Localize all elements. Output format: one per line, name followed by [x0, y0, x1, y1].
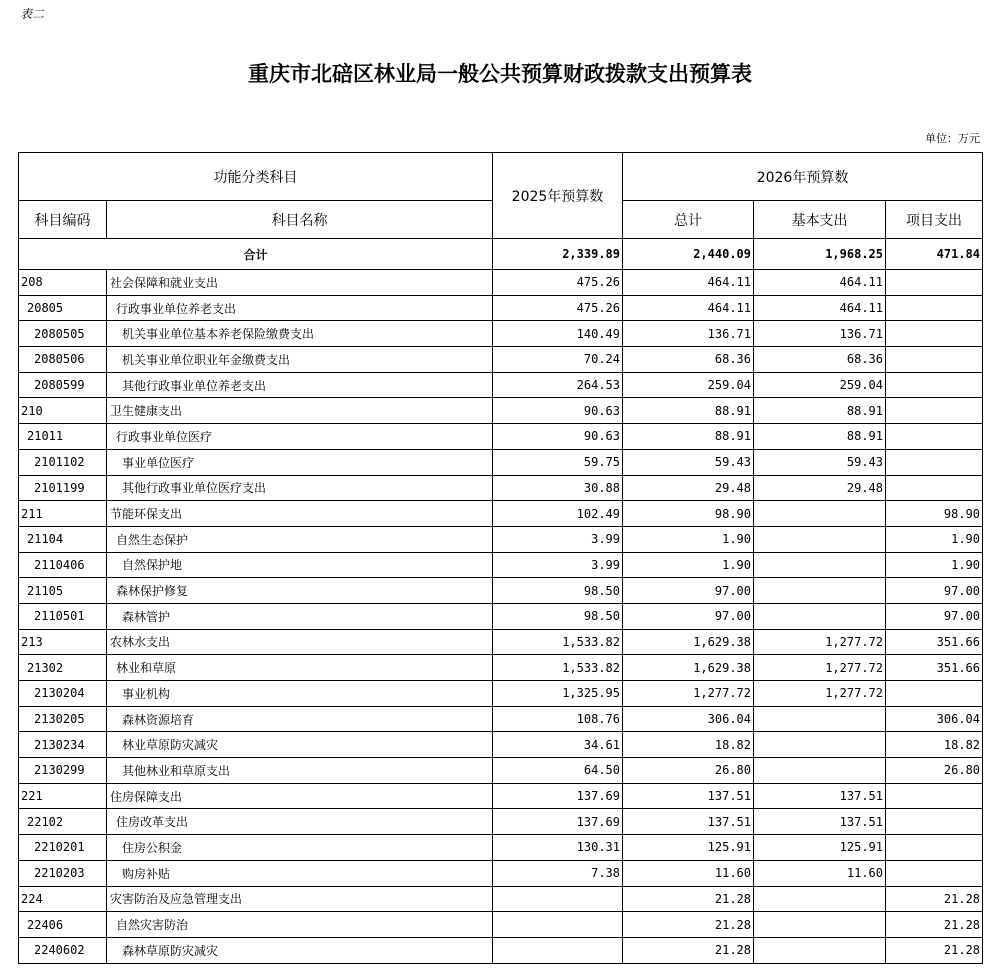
cell-total: 29.48 [623, 475, 754, 501]
cell-total: 125.91 [623, 835, 754, 861]
cell-name: 事业机构 [107, 681, 493, 707]
table-row [19, 835, 983, 861]
cell-total: 259.04 [623, 372, 754, 398]
cell-total: 306.04 [623, 706, 754, 732]
cell-name: 社会保障和就业支出 [107, 270, 493, 296]
cell-project [886, 398, 983, 424]
cell-project: 351.66 [886, 655, 983, 681]
cell-budget-2025: 70.24 [493, 347, 623, 373]
cell-budget-2025: 90.63 [493, 398, 623, 424]
cell-project [886, 783, 983, 809]
cell-total: 68.36 [623, 347, 754, 373]
cell-basic: 259.04 [754, 372, 886, 398]
cell-budget-2025: 137.69 [493, 809, 623, 835]
cell-basic: 464.11 [754, 295, 886, 321]
cell-code: 21104 [19, 526, 107, 552]
header-basic: 基本支出 [754, 201, 886, 239]
cell-total: 21.28 [623, 886, 754, 912]
cell-budget-2025 [493, 912, 623, 938]
cell-name: 自然保护地 [107, 552, 493, 578]
cell-project: 1.90 [886, 552, 983, 578]
cell-basic [754, 706, 886, 732]
cell-project: 21.28 [886, 886, 983, 912]
cell-budget-2025: 130.31 [493, 835, 623, 861]
cell-project: 21.28 [886, 937, 983, 963]
header-code: 科目编码 [19, 201, 107, 239]
cell-name: 森林资源培育 [107, 706, 493, 732]
header-budget-2025: 2025年预算数 [493, 153, 623, 239]
cell-code: 20805 [19, 295, 107, 321]
table-number: 表二 [20, 7, 45, 21]
table-row [19, 552, 983, 578]
cell-basic [754, 937, 886, 963]
cell-code: 208 [19, 270, 107, 296]
table-row [19, 321, 983, 347]
table-row [19, 295, 983, 321]
cell-budget-2025: 264.53 [493, 372, 623, 398]
table-row [19, 809, 983, 835]
cell-name: 森林草原防灾减灾 [107, 937, 493, 963]
cell-budget-2025: 7.38 [493, 860, 623, 886]
cell-budget-2025 [493, 886, 623, 912]
cell-code: 2101102 [19, 449, 107, 475]
cell-name: 机关事业单位职业年金缴费支出 [107, 347, 493, 373]
cell-total: 21.28 [623, 912, 754, 938]
cell-code: 2130299 [19, 758, 107, 784]
cell-basic [754, 912, 886, 938]
cell-total: 88.91 [623, 398, 754, 424]
cell-budget-2025: 90.63 [493, 424, 623, 450]
total-total: 2,440.09 [623, 239, 754, 270]
cell-basic: 59.43 [754, 449, 886, 475]
cell-basic: 125.91 [754, 835, 886, 861]
cell-budget-2025: 475.26 [493, 295, 623, 321]
cell-code: 21105 [19, 578, 107, 604]
cell-name: 行政事业单位养老支出 [107, 295, 493, 321]
table-row [19, 706, 983, 732]
cell-basic [754, 578, 886, 604]
cell-basic [754, 758, 886, 784]
table-row [19, 732, 983, 758]
cell-basic [754, 886, 886, 912]
header-total: 总计 [623, 201, 754, 239]
cell-project: 98.90 [886, 501, 983, 527]
cell-project [886, 681, 983, 707]
cell-name: 事业单位医疗 [107, 449, 493, 475]
header-budget-2026: 2026年预算数 [623, 153, 983, 201]
cell-budget-2025: 1,325.95 [493, 681, 623, 707]
cell-project [886, 372, 983, 398]
cell-budget-2025: 1,533.82 [493, 629, 623, 655]
cell-budget-2025: 1,533.82 [493, 655, 623, 681]
cell-total: 137.51 [623, 783, 754, 809]
cell-basic: 68.36 [754, 347, 886, 373]
cell-project [886, 424, 983, 450]
cell-basic: 88.91 [754, 398, 886, 424]
cell-project [886, 835, 983, 861]
cell-budget-2025: 108.76 [493, 706, 623, 732]
cell-budget-2025: 98.50 [493, 603, 623, 629]
table-row [19, 629, 983, 655]
table-row [19, 758, 983, 784]
table-row [19, 578, 983, 604]
cell-project [886, 270, 983, 296]
table-row [19, 603, 983, 629]
cell-name: 行政事业单位医疗 [107, 424, 493, 450]
cell-project: 18.82 [886, 732, 983, 758]
cell-total: 136.71 [623, 321, 754, 347]
cell-budget-2025: 102.49 [493, 501, 623, 527]
cell-project [886, 809, 983, 835]
cell-basic: 88.91 [754, 424, 886, 450]
cell-code: 2210203 [19, 860, 107, 886]
cell-name: 节能环保支出 [107, 501, 493, 527]
cell-basic [754, 732, 886, 758]
cell-code: 224 [19, 886, 107, 912]
cell-total: 88.91 [623, 424, 754, 450]
cell-code: 2080506 [19, 347, 107, 373]
cell-budget-2025 [493, 937, 623, 963]
cell-total: 1,629.38 [623, 655, 754, 681]
cell-name: 住房公积金 [107, 835, 493, 861]
cell-basic: 1,277.72 [754, 655, 886, 681]
cell-basic: 1,277.72 [754, 681, 886, 707]
cell-total: 21.28 [623, 937, 754, 963]
unit-label: 单位：万元 [925, 132, 980, 145]
table-row [19, 526, 983, 552]
total-basic: 1,968.25 [754, 239, 886, 270]
cell-name: 森林管护 [107, 603, 493, 629]
cell-total: 18.82 [623, 732, 754, 758]
cell-total: 1,277.72 [623, 681, 754, 707]
cell-total: 1.90 [623, 526, 754, 552]
table-row [19, 449, 983, 475]
table-row [19, 347, 983, 373]
cell-code: 21302 [19, 655, 107, 681]
total-label: 合计 [19, 239, 493, 270]
cell-project: 1.90 [886, 526, 983, 552]
table-row [19, 860, 983, 886]
cell-basic: 29.48 [754, 475, 886, 501]
cell-name: 购房补贴 [107, 860, 493, 886]
cell-project [886, 321, 983, 347]
cell-basic: 137.51 [754, 783, 886, 809]
cell-code: 221 [19, 783, 107, 809]
cell-basic [754, 526, 886, 552]
total-b2025: 2,339.89 [493, 239, 623, 270]
cell-name: 其他行政事业单位医疗支出 [107, 475, 493, 501]
cell-total: 59.43 [623, 449, 754, 475]
cell-project [886, 347, 983, 373]
cell-project: 21.28 [886, 912, 983, 938]
table-row [19, 655, 983, 681]
cell-name: 住房改革支出 [107, 809, 493, 835]
cell-code: 2080505 [19, 321, 107, 347]
cell-code: 2130234 [19, 732, 107, 758]
cell-name: 其他行政事业单位养老支出 [107, 372, 493, 398]
cell-name: 其他林业和草原支出 [107, 758, 493, 784]
cell-project: 97.00 [886, 603, 983, 629]
page-title: 重庆市北碚区林业局一般公共预算财政拨款支出预算表 [248, 61, 752, 86]
cell-budget-2025: 3.99 [493, 552, 623, 578]
table-row [19, 937, 983, 963]
cell-budget-2025: 98.50 [493, 578, 623, 604]
table-row [19, 783, 983, 809]
cell-basic [754, 501, 886, 527]
table-row [19, 681, 983, 707]
cell-budget-2025: 59.75 [493, 449, 623, 475]
header-project: 项目支出 [886, 201, 983, 239]
cell-code: 211 [19, 501, 107, 527]
table-row [19, 424, 983, 450]
cell-name: 灾害防治及应急管理支出 [107, 886, 493, 912]
cell-name: 住房保障支出 [107, 783, 493, 809]
cell-total: 97.00 [623, 578, 754, 604]
cell-basic: 11.60 [754, 860, 886, 886]
cell-total: 11.60 [623, 860, 754, 886]
cell-total: 26.80 [623, 758, 754, 784]
table-row [19, 501, 983, 527]
cell-budget-2025: 140.49 [493, 321, 623, 347]
cell-code: 2130204 [19, 681, 107, 707]
cell-name: 机关事业单位基本养老保险缴费支出 [107, 321, 493, 347]
cell-name: 自然生态保护 [107, 526, 493, 552]
cell-code: 2110501 [19, 603, 107, 629]
cell-total: 464.11 [623, 270, 754, 296]
cell-budget-2025: 3.99 [493, 526, 623, 552]
cell-budget-2025: 34.61 [493, 732, 623, 758]
header-name: 科目名称 [107, 201, 493, 239]
cell-code: 2130205 [19, 706, 107, 732]
cell-total: 1,629.38 [623, 629, 754, 655]
table-row [19, 886, 983, 912]
table-row [19, 372, 983, 398]
cell-project: 97.00 [886, 578, 983, 604]
cell-project [886, 449, 983, 475]
cell-basic: 136.71 [754, 321, 886, 347]
cell-basic [754, 603, 886, 629]
cell-total: 137.51 [623, 809, 754, 835]
cell-name: 森林保护修复 [107, 578, 493, 604]
cell-name: 农林水支出 [107, 629, 493, 655]
cell-name: 自然灾害防治 [107, 912, 493, 938]
cell-budget-2025: 137.69 [493, 783, 623, 809]
header-func-class: 功能分类科目 [19, 153, 493, 201]
cell-budget-2025: 64.50 [493, 758, 623, 784]
cell-project: 306.04 [886, 706, 983, 732]
cell-name: 林业草原防灾减灾 [107, 732, 493, 758]
cell-project: 26.80 [886, 758, 983, 784]
cell-budget-2025: 30.88 [493, 475, 623, 501]
cell-code: 22102 [19, 809, 107, 835]
cell-total: 98.90 [623, 501, 754, 527]
cell-code: 2080599 [19, 372, 107, 398]
cell-basic: 137.51 [754, 809, 886, 835]
table-row [19, 475, 983, 501]
cell-name: 卫生健康支出 [107, 398, 493, 424]
cell-budget-2025: 475.26 [493, 270, 623, 296]
cell-basic [754, 552, 886, 578]
cell-code: 2210201 [19, 835, 107, 861]
cell-basic: 464.11 [754, 270, 886, 296]
cell-code: 210 [19, 398, 107, 424]
cell-code: 21011 [19, 424, 107, 450]
cell-code: 213 [19, 629, 107, 655]
cell-total: 464.11 [623, 295, 754, 321]
cell-name: 林业和草原 [107, 655, 493, 681]
table-row [19, 398, 983, 424]
cell-total: 1.90 [623, 552, 754, 578]
cell-project: 351.66 [886, 629, 983, 655]
table-row [19, 270, 983, 296]
cell-project [886, 295, 983, 321]
cell-total: 97.00 [623, 603, 754, 629]
cell-code: 22406 [19, 912, 107, 938]
cell-code: 2110406 [19, 552, 107, 578]
table-row [19, 912, 983, 938]
total-row [19, 239, 983, 270]
cell-project [886, 475, 983, 501]
budget-table [18, 152, 983, 964]
cell-code: 2240602 [19, 937, 107, 963]
cell-code: 2101199 [19, 475, 107, 501]
total-project: 471.84 [886, 239, 983, 270]
cell-project [886, 860, 983, 886]
cell-basic: 1,277.72 [754, 629, 886, 655]
